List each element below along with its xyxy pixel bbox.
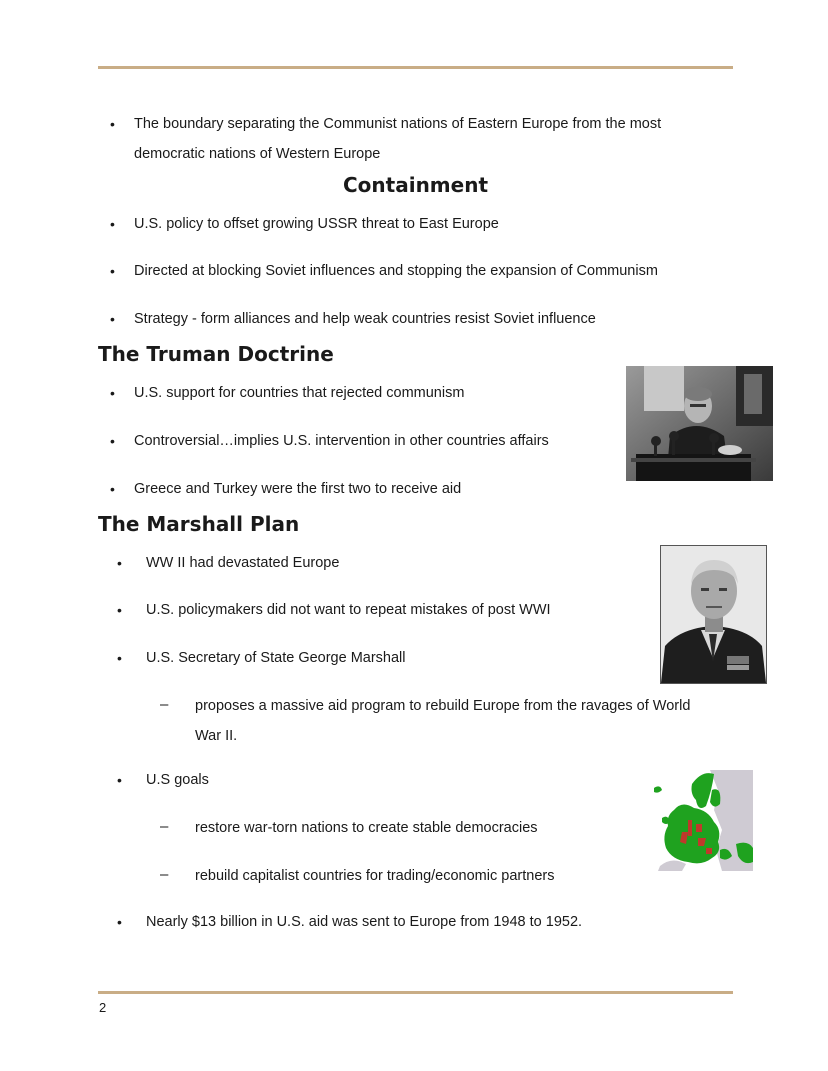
- bullet-dot: •: [117, 772, 122, 788]
- marshall-bullet: WW II had devastated Europe: [146, 555, 340, 571]
- goals-label: U.S goals: [146, 772, 209, 788]
- top-rule: [98, 66, 733, 69]
- intro-line-2: democratic nations of Western Europe: [134, 146, 381, 162]
- marshall-photo: [660, 545, 767, 684]
- bullet-dot: •: [110, 116, 115, 132]
- bullet-dot: •: [117, 650, 122, 666]
- truman-heading: The Truman Doctrine: [98, 342, 334, 366]
- bullet-dot: •: [110, 481, 115, 497]
- intro-line-1: The boundary separating the Communist nations of Eastern Europe from the most: [134, 116, 662, 132]
- marshall-heading: The Marshall Plan: [98, 512, 300, 536]
- sub-bullet-dash: –: [160, 818, 169, 835]
- marshall-sub-line-2: War II.: [195, 728, 238, 744]
- truman-bullet: Controversial…implies U.S. intervention in other countries affairs: [134, 433, 549, 449]
- sub-bullet-dash: –: [160, 696, 169, 713]
- bullet-dot: •: [117, 555, 122, 571]
- goal-item: rebuild capitalist countries for trading/economic partners: [195, 868, 555, 884]
- page-number: 2: [99, 1000, 107, 1015]
- final-bullet: Nearly $13 billion in U.S. aid was sent to Europe from 1948 to 1952.: [146, 914, 583, 930]
- marshall-bullet: U.S. policymakers did not want to repeat mistakes of post WWI: [146, 602, 551, 618]
- europe-map: [652, 770, 753, 871]
- bullet-dot: •: [110, 433, 115, 449]
- sub-bullet-dash: –: [160, 866, 169, 883]
- bottom-rule: [98, 991, 733, 994]
- bullet-dot: •: [110, 216, 115, 232]
- containment-heading: Containment: [343, 173, 489, 197]
- marshall-sub-line-1: proposes a massive aid program to rebuild Europe from the ravages of World: [195, 698, 691, 714]
- marshall-bullet: U.S. Secretary of State George Marshall: [146, 650, 406, 666]
- truman-bullet: U.S. support for countries that rejected communism: [134, 385, 465, 401]
- bullet-dot: •: [110, 385, 115, 401]
- containment-bullet: Directed at blocking Soviet influences and stopping the expansion of Communism: [134, 263, 658, 279]
- goal-item: restore war-torn nations to create stable democracies: [195, 820, 538, 836]
- truman-photo: [626, 366, 773, 481]
- truman-bullet: Greece and Turkey were the first two to receive aid: [134, 481, 462, 497]
- bullet-dot: •: [110, 263, 115, 279]
- containment-bullet: U.S. policy to offset growing USSR threat to East Europe: [134, 216, 499, 232]
- bullet-dot: •: [110, 311, 115, 327]
- bullet-dot: •: [117, 602, 122, 618]
- containment-bullet: Strategy - form alliances and help weak countries resist Soviet influence: [134, 311, 596, 327]
- bullet-dot: •: [117, 914, 122, 930]
